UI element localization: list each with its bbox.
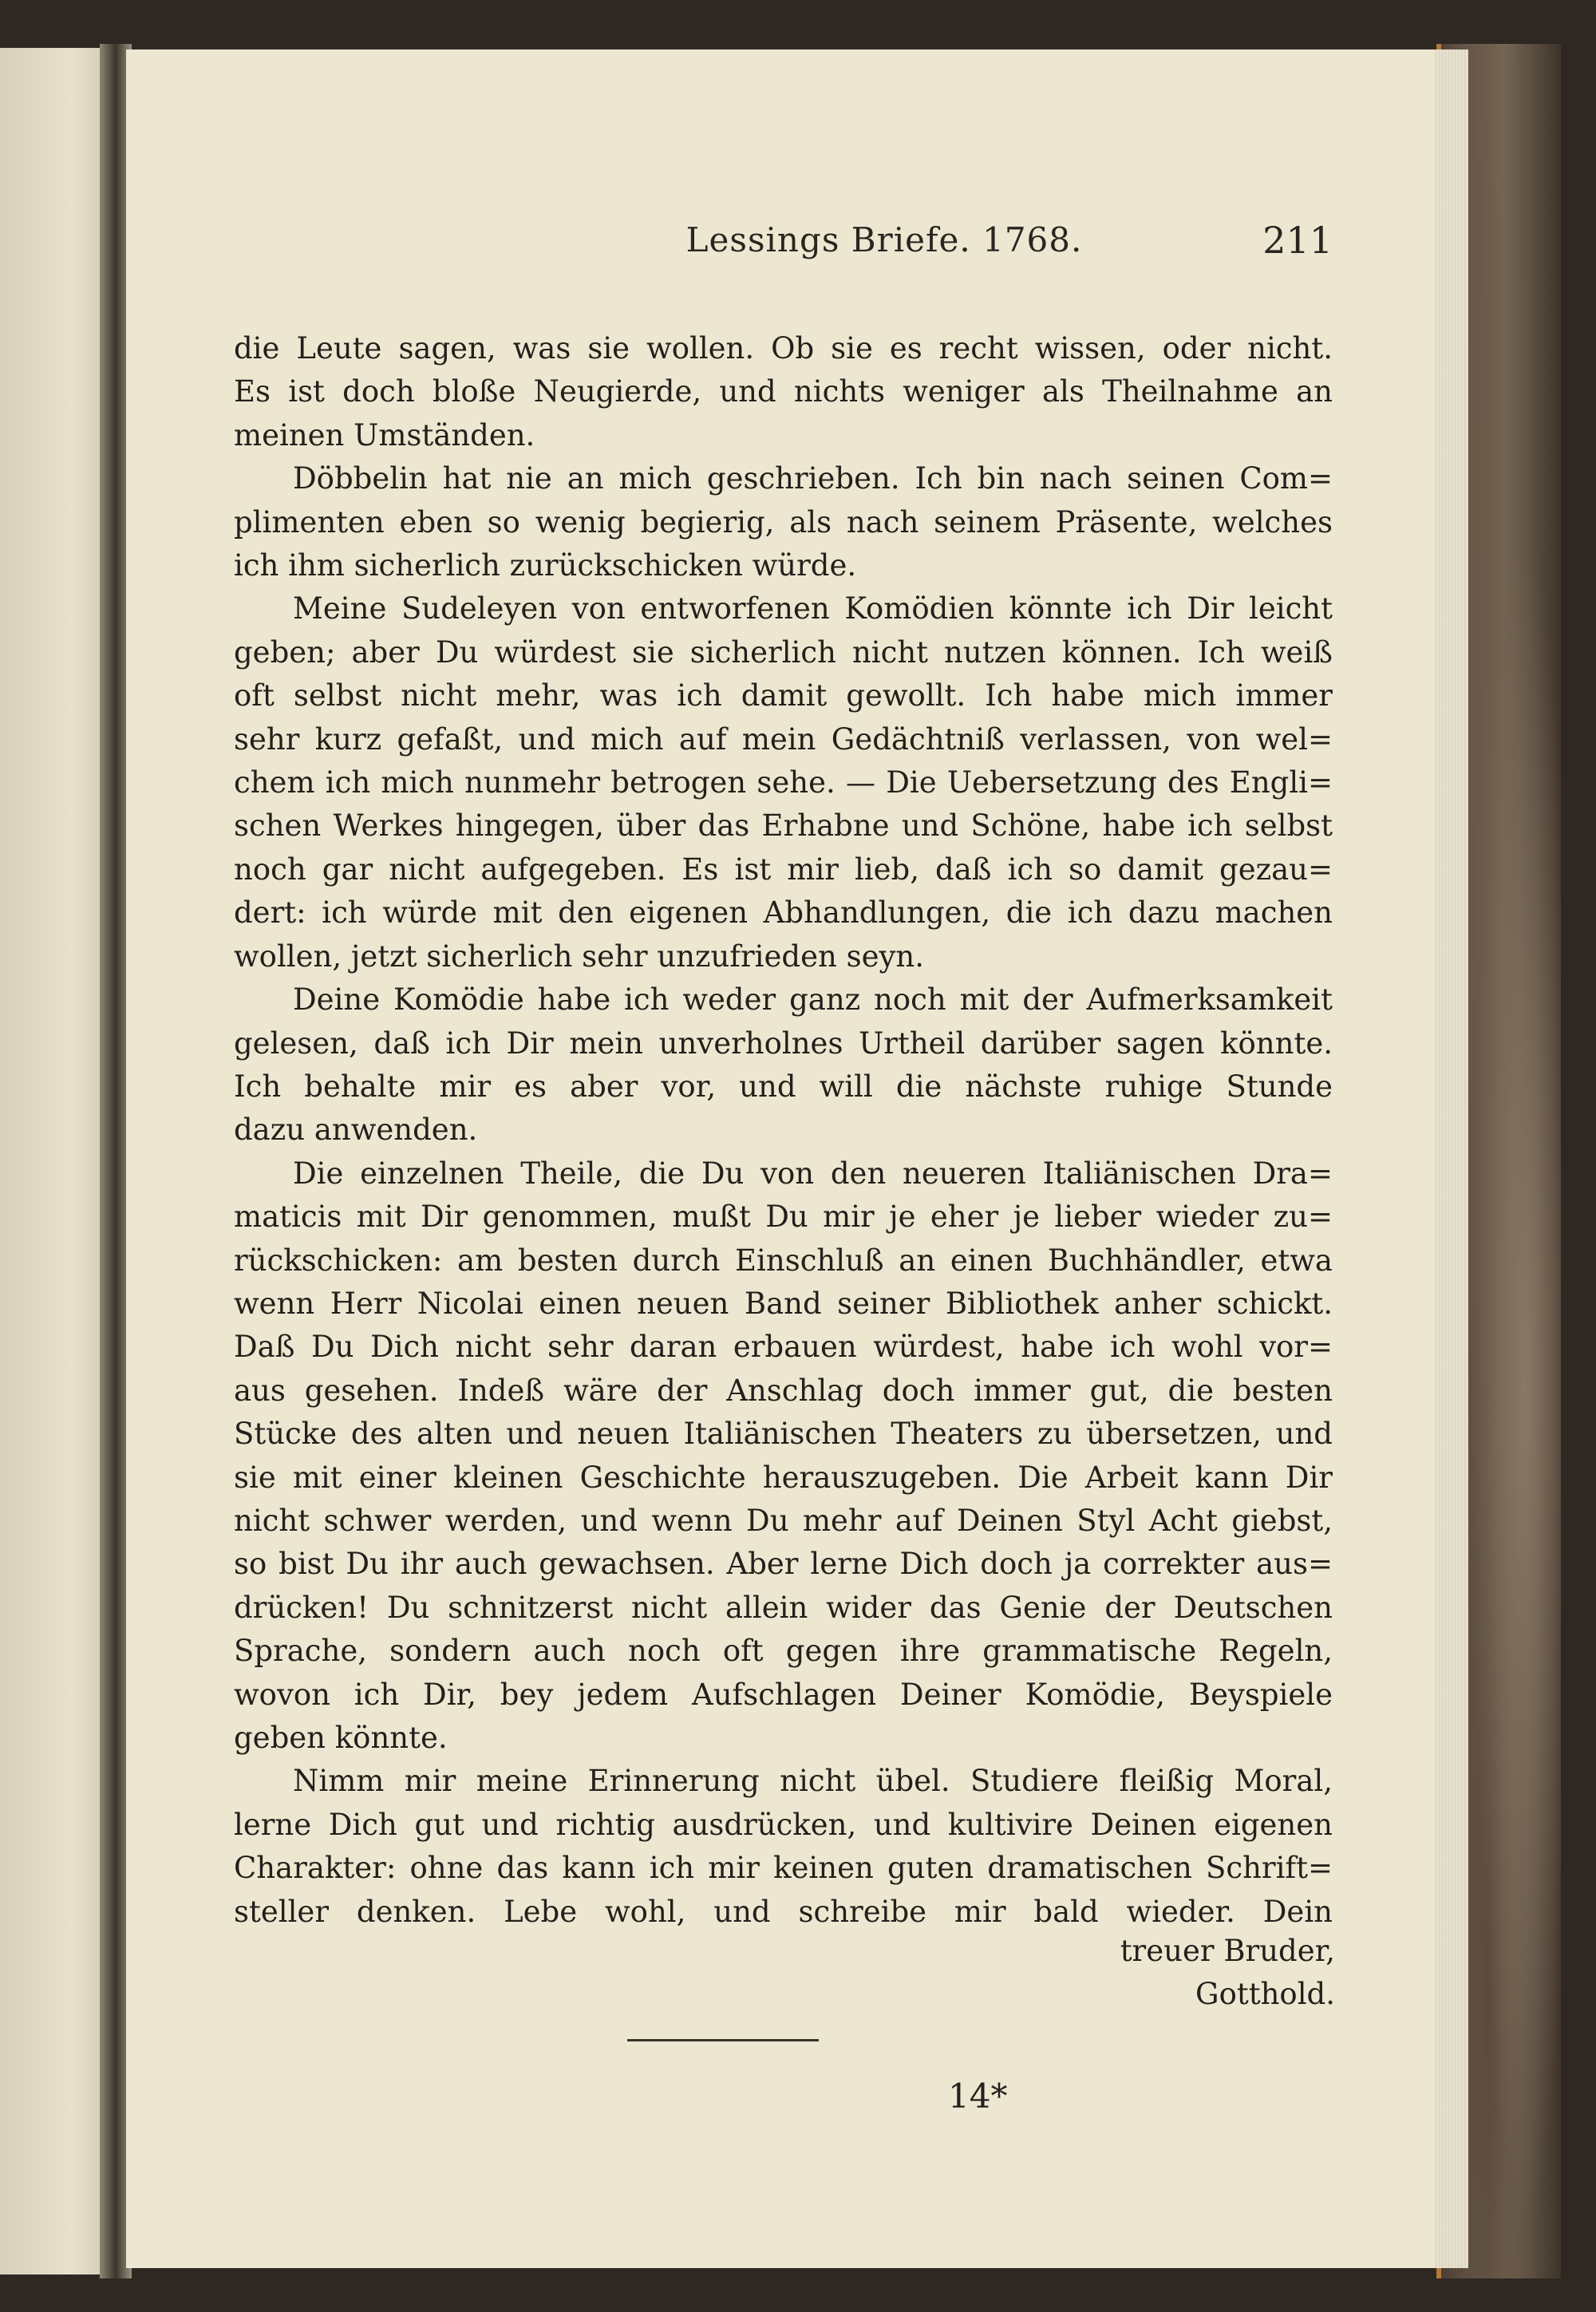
text-line: Meine Sudeleyen von entworfenen Komödien könnte ich Dir leicht — [293, 591, 1333, 626]
text-line: Sprache, sondern auch noch oft gegen ihre grammatische Regeln, — [234, 1634, 1333, 1669]
text-line: wollen, jetzt sicherlich sehr unzufrieden seyn. — [234, 939, 924, 974]
text-line: geben; aber Du würdest sie sicherlich nicht nutzen können. Ich weiß — [234, 634, 1333, 670]
text-line: wenn Herr Nicolai einen neuen Band seiner Bibliothek anher schickt. — [234, 1286, 1333, 1321]
text-line: Nimm mir meine Erinnerung nicht übel. Studiere fleißig Moral, — [293, 1764, 1333, 1799]
text-line: Die einzelnen Theile, die Du von den neueren Italiänischen Dra= — [293, 1156, 1333, 1191]
text-line: oft selbst nicht mehr, was ich damit gewollt. Ich habe mich immer — [234, 678, 1333, 713]
text-line: nicht schwer werden, und wenn Du mehr auf Deinen Styl Acht giebst, — [234, 1503, 1333, 1538]
letter-body — [234, 327, 1333, 1934]
closing-line-1: treuer Bruder, — [1120, 1934, 1335, 1968]
text-line: Daß Du Dich nicht sehr daran erbauen würdest, habe ich wohl vor= — [234, 1330, 1333, 1365]
text-line: chem ich mich nunmehr betrogen sehe. — Die Uebersetzung des Engli= — [234, 765, 1333, 800]
text-line: ich ihm sicherlich zurückschicken würde. — [234, 548, 857, 583]
text-line: Deine Komödie habe ich weder ganz noch mit der Aufmerksamkeit — [293, 982, 1333, 1018]
book-page — [126, 49, 1435, 2268]
text-line: sehr kurz gefaßt, und mich auf mein Gedächtniß verlassen, von wel= — [234, 721, 1333, 757]
text-line: geben könnte. — [234, 1721, 448, 1755]
text-line: Ich behalte mir es aber vor, und will die nächste ruhige Stunde — [234, 1069, 1333, 1104]
text-line: plimenten eben so wenig begierig, als nach seinem Präsente, welches — [234, 504, 1333, 539]
running-title: Lessings Briefe. 1768. — [685, 220, 1083, 259]
text-line: drücken! Du schnitzerst nicht allein wider das Genie der Deutschen — [234, 1590, 1333, 1625]
text-line: Stücke des alten und neuen Italiänischen Theaters zu übersetzen, und — [234, 1417, 1333, 1452]
text-line: sie mit einer kleinen Geschichte herauszugeben. Die Arbeit kann Dir — [234, 1460, 1333, 1495]
text-line: die Leute sagen, was sie wollen. Ob sie es recht wissen, oder nicht. — [234, 331, 1333, 366]
text-line: wovon ich Dir, bey jedem Aufschlagen Deiner Komödie, Beyspiele — [234, 1677, 1333, 1712]
text-line: maticis mit Dir genommen, mußt Du mir je eher je lieber wieder zu= — [234, 1199, 1333, 1235]
text-line: lerne Dich gut und richtig ausdrücken, und kultivire Deinen eigenen — [234, 1807, 1333, 1842]
text-line: gelesen, daß ich Dir mein unverholnes Urtheil darüber sagen könnte. — [234, 1026, 1333, 1061]
text-line: schen Werkes hingegen, über das Erhabne und Schöne, habe ich selbst — [234, 808, 1333, 844]
text-line: so bist Du ihr auch gewachsen. Aber lerne Dich doch ja correkter aus= — [234, 1547, 1333, 1582]
text-line: Charakter: ohne das kann ich mir keinen guten dramatischen Schrift= — [234, 1851, 1333, 1886]
text-line: steller denken. Lebe wohl, und schreibe mir bald wieder. Dein — [234, 1894, 1333, 1929]
text-line: rückschicken: am besten durch Einschluß an einen Buchhändler, etwa — [234, 1243, 1333, 1278]
page-number: 211 — [1262, 219, 1333, 262]
text-line: aus gesehen. Indeß wäre der Anschlag doch immer gut, die besten — [234, 1373, 1333, 1408]
closing-rule — [627, 2039, 819, 2041]
text-line: dert: ich würde mit den eigenen Abhandlungen, die ich dazu machen — [234, 895, 1333, 931]
text-line: Döbbelin hat nie an mich geschrieben. Ich bin nach seinen Com= — [293, 461, 1333, 496]
printer-signature-mark: 14* — [948, 2077, 1008, 2116]
text-line: noch gar nicht aufgegeben. Es ist mir lieb, daß ich so damit gezau= — [234, 852, 1333, 887]
text-line: dazu anwenden. — [234, 1113, 478, 1148]
closing-signature: Gotthold. — [1195, 1977, 1335, 2011]
text-line: Es ist doch bloße Neugierde, und nichts weniger als Theilnahme an — [234, 374, 1333, 409]
text-line: meinen Umständen. — [234, 417, 535, 453]
